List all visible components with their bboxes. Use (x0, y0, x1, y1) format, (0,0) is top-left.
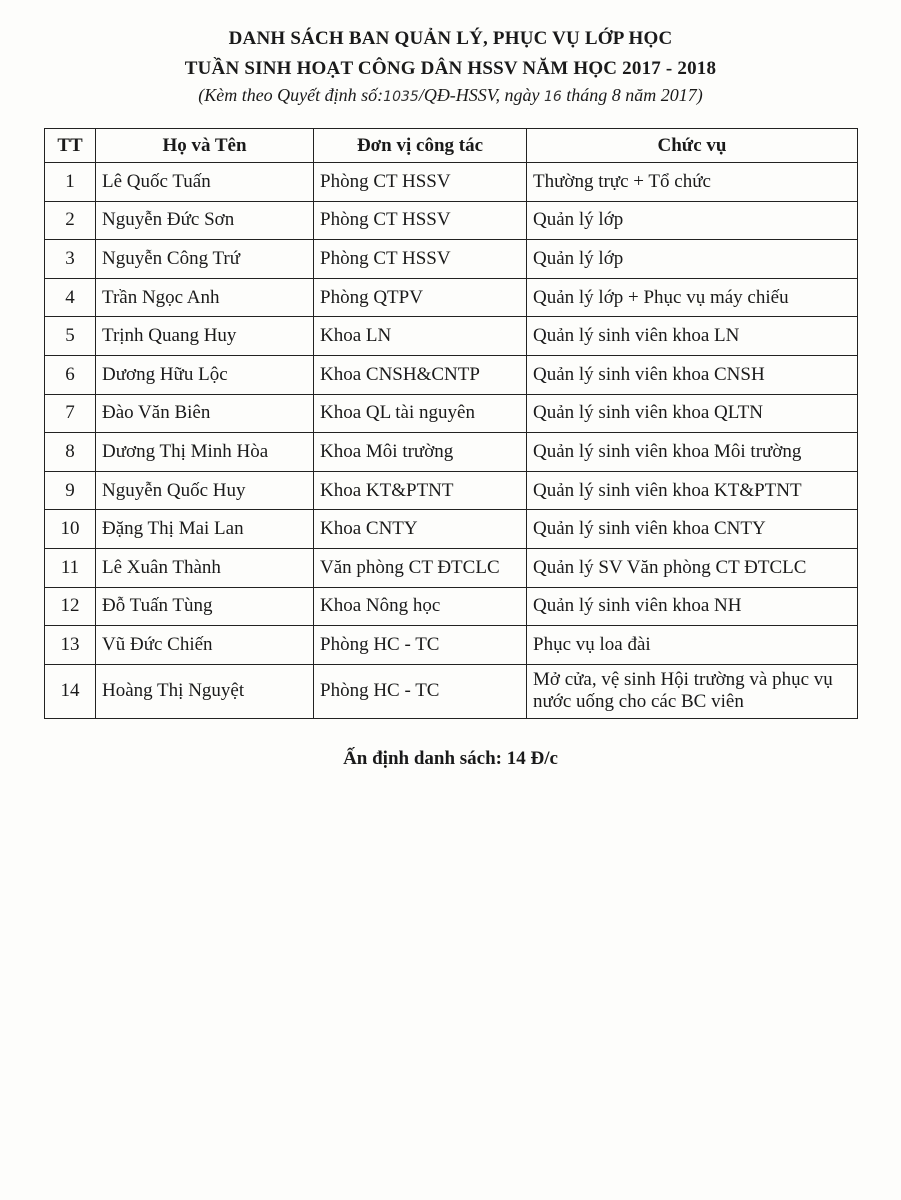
table-row (45, 278, 858, 317)
cell-tt: 3 (45, 240, 96, 279)
table-body (45, 163, 858, 719)
cell-name: Vũ Đức Chiến (96, 626, 314, 665)
subtitle-suffix: tháng 8 năm 2017) (566, 85, 703, 105)
document-title-line1: DANH SÁCH BAN QUẢN LÝ, PHỤC VỤ LỚP HỌC (228, 28, 673, 49)
table-row (45, 201, 858, 240)
cell-name: Dương Hữu Lộc (96, 355, 314, 394)
cell-name: Hoàng Thị Nguyệt (96, 664, 314, 718)
document-subtitle (0, 85, 901, 106)
cell-unit: Khoa Nông học (314, 587, 527, 626)
table-row (45, 163, 858, 202)
cell-tt: 6 (45, 355, 96, 394)
cell-unit: Khoa CNSH&CNTP (314, 355, 527, 394)
cell-tt: 11 (45, 548, 96, 587)
cell-tt: 1 (45, 163, 96, 202)
cell-role: Thường trực + Tổ chức (527, 163, 858, 202)
cell-role: Quản lý lớp (527, 240, 858, 279)
document-title-line2: TUẦN SINH HOẠT CÔNG DÂN HSSV NĂM HỌC 2017 - 2018 (184, 58, 717, 79)
cell-role: Quản lý sinh viên khoa KT&PTNT (527, 471, 858, 510)
col-header-tt: TT (45, 129, 96, 163)
cell-role: Quản lý lớp (527, 201, 858, 240)
cell-tt: 2 (45, 201, 96, 240)
cell-role: Phục vụ loa đài (527, 626, 858, 665)
cell-unit: Phòng QTPV (314, 278, 527, 317)
cell-name: Đặng Thị Mai Lan (96, 510, 314, 549)
cell-role: Quản lý SV Văn phòng CT ĐTCLC (527, 548, 858, 587)
table-row (45, 510, 858, 549)
table-row (45, 433, 858, 472)
cell-role: Quản lý sinh viên khoa Môi trường (527, 433, 858, 472)
cell-unit: Phòng CT HSSV (314, 163, 527, 202)
cell-role: Quản lý sinh viên khoa NH (527, 587, 858, 626)
cell-name: Trịnh Quang Huy (96, 317, 314, 356)
cell-unit: Khoa KT&PTNT (314, 471, 527, 510)
table-row (45, 240, 858, 279)
cell-role: Mở cửa, vệ sinh Hội trường và phục vụ nước uống cho các BC viên (527, 664, 858, 718)
cell-unit: Văn phòng CT ĐTCLC (314, 548, 527, 587)
cell-unit: Khoa Môi trường (314, 433, 527, 472)
table-row (45, 587, 858, 626)
cell-role: Quản lý sinh viên khoa CNTY (527, 510, 858, 549)
cell-tt: 13 (45, 626, 96, 665)
cell-role: Quản lý lớp + Phục vụ máy chiếu (527, 278, 858, 317)
table-header-row (45, 129, 858, 163)
cell-name: Dương Thị Minh Hòa (96, 433, 314, 472)
table-row (45, 355, 858, 394)
col-header-name: Họ và Tên (96, 129, 314, 163)
col-header-unit: Đơn vị công tác (314, 129, 527, 163)
cell-tt: 9 (45, 471, 96, 510)
table-row (45, 626, 858, 665)
cell-name: Đào Văn Biên (96, 394, 314, 433)
decision-day: 16 (543, 89, 562, 105)
cell-name: Lê Xuân Thành (96, 548, 314, 587)
cell-tt: 5 (45, 317, 96, 356)
cell-role: Quản lý sinh viên khoa QLTN (527, 394, 858, 433)
cell-tt: 14 (45, 664, 96, 718)
cell-name: Nguyễn Quốc Huy (96, 471, 314, 510)
staff-table (44, 128, 858, 719)
cell-tt: 12 (45, 587, 96, 626)
cell-unit: Phòng CT HSSV (314, 240, 527, 279)
cell-tt: 7 (45, 394, 96, 433)
table-row (45, 664, 858, 718)
cell-unit: Phòng HC - TC (314, 664, 527, 718)
subtitle-middle: /QĐ-HSSV, ngày (418, 85, 540, 105)
table-row (45, 317, 858, 356)
cell-role: Quản lý sinh viên khoa CNSH (527, 355, 858, 394)
cell-name: Lê Quốc Tuấn (96, 163, 314, 202)
subtitle-prefix: (Kèm theo Quyết định số: (198, 85, 384, 105)
cell-unit: Khoa CNTY (314, 510, 527, 549)
cell-tt: 8 (45, 433, 96, 472)
cell-unit: Khoa QL tài nguyên (314, 394, 527, 433)
col-header-role: Chức vụ (527, 129, 858, 163)
summary-line: Ấn định danh sách: 14 Đ/c (343, 748, 558, 769)
cell-name: Nguyễn Công Trứ (96, 240, 314, 279)
cell-unit: Phòng HC - TC (314, 626, 527, 665)
cell-unit: Khoa LN (314, 317, 527, 356)
decision-number: 1035 (383, 89, 419, 105)
cell-tt: 4 (45, 278, 96, 317)
cell-tt: 10 (45, 510, 96, 549)
table-row (45, 394, 858, 433)
cell-name: Đỗ Tuấn Tùng (96, 587, 314, 626)
cell-name: Nguyễn Đức Sơn (96, 201, 314, 240)
cell-name: Trần Ngọc Anh (96, 278, 314, 317)
table-row (45, 471, 858, 510)
cell-unit: Phòng CT HSSV (314, 201, 527, 240)
cell-role: Quản lý sinh viên khoa LN (527, 317, 858, 356)
table-row (45, 548, 858, 587)
